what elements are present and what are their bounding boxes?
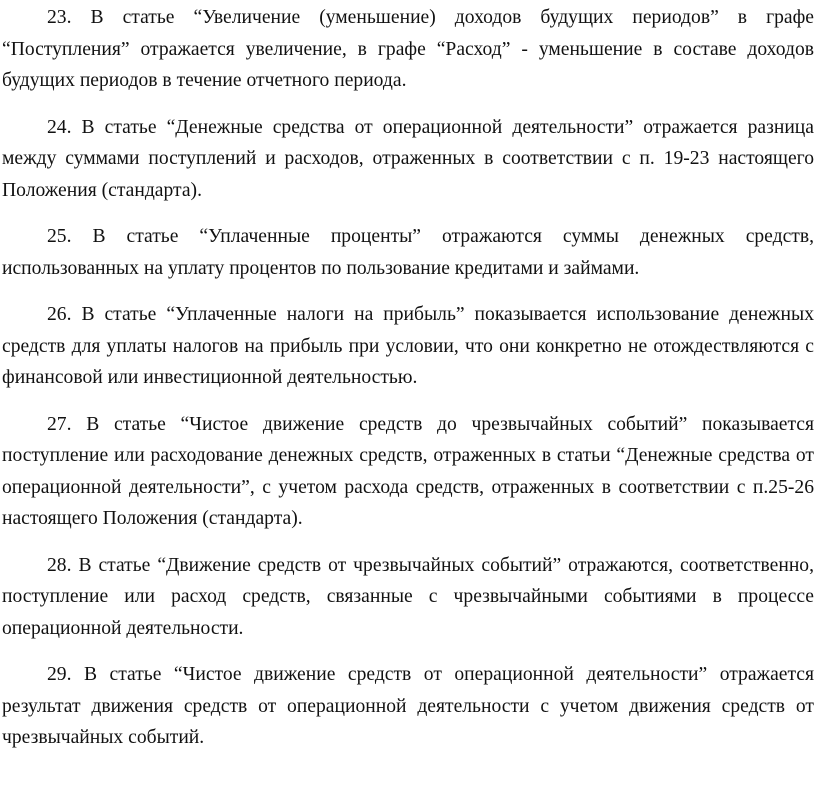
paragraph-25: 25. В статье “Уплаченные проценты” отражаются суммы денежных средств, использованных на уплату процентов по пользование кредитами и займами.: [2, 226, 814, 279]
paragraph-23: 23. В статье “Увеличение (уменьшение) доходов будущих периодов” в графе “Поступления” отражается увеличение, в графе “Расход” - уменьшение в составе доходов будущих периодов в течение отчетного периода.: [2, 7, 814, 91]
paragraph-27: 27. В статье “Чистое движение средств до чрезвычайных событий” показывается поступление или расходование денежных средств, отраженных в статьи “Денежные средства от операционной деятельности”, с учетом расхода средств, отраженных в соответствии с п.25-26 настоящего Положения (стандарта).: [2, 413, 814, 529]
paragraph-29: 29. В статье “Чистое движение средств от операционной деятельности” отражается результат движения средств от операционной деятельности с учетом движения средств от чрезвычайных событий.: [2, 664, 814, 748]
paragraph-26: 26. В статье “Уплаченные налоги на прибыль” показывается использование денежных средств для уплаты налогов на прибыль при условии, что они конкретно не отождествляются с финансовой или инвестиционной деятельностью.: [2, 304, 814, 388]
paragraph-24: 24. В статье “Денежные средства от операционной деятельности” отражается разница между суммами поступлений и расходов, отраженных в соответствии с п. 19-23 настоящего Положения (стандарта).: [2, 116, 814, 201]
paragraph-28: 28. В статье “Движение средств от чрезвычайных событий” отражаются, соответственно, поступление или расход средств, связанные с чрезвычайными событиями в процессе операционной деятельности.: [2, 554, 814, 639]
